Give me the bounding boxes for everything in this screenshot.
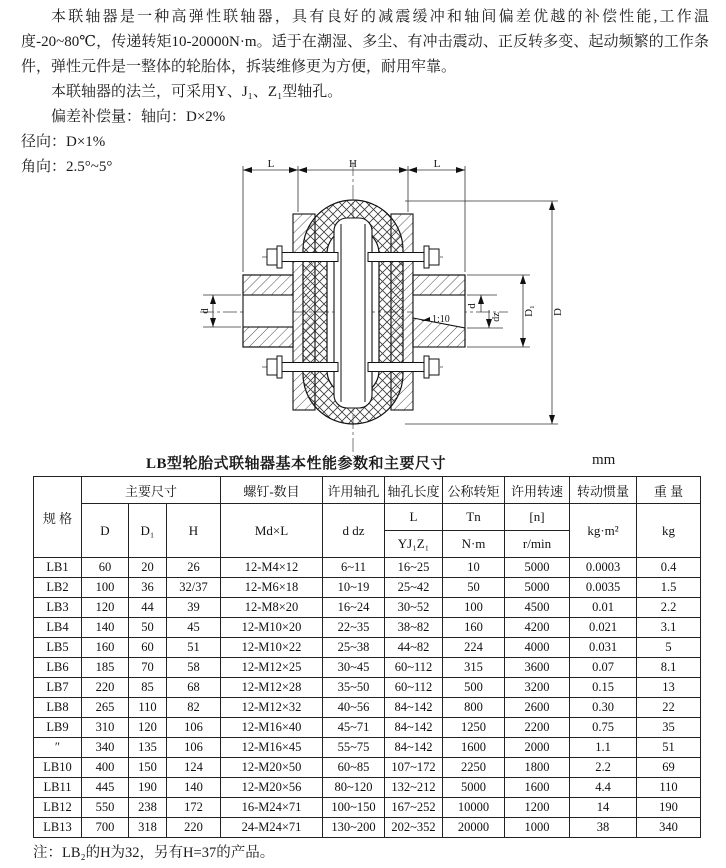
table-cell: 80~120	[323, 778, 385, 798]
table-cell: 172	[167, 798, 221, 818]
table-cell: 3600	[505, 658, 570, 678]
compensation-axial: 偏差补偿量：轴向：D×2%	[51, 109, 226, 125]
header-screws-spec: Md×L	[221, 504, 323, 558]
table-cell: 44~82	[385, 638, 443, 658]
table-cell: LB8	[34, 698, 82, 718]
table-cell: 10	[443, 558, 505, 578]
table-cell: 25~38	[323, 638, 385, 658]
table-cell: 60~112	[385, 658, 443, 678]
header-inertia-unit: kg·m²	[570, 504, 637, 558]
table-cell: LB5	[34, 638, 82, 658]
table-cell: 224	[443, 638, 505, 658]
table-cell: 185	[82, 658, 129, 678]
table-cell: 45	[167, 618, 221, 638]
table-cell: 0.021	[570, 618, 637, 638]
table-cell: 10~19	[323, 578, 385, 598]
table-cell: 12-M12×25	[221, 658, 323, 678]
table-cell: 100~150	[323, 798, 385, 818]
table-cell: 1800	[505, 758, 570, 778]
table-cell: 4200	[505, 618, 570, 638]
table-cell: 35~50	[323, 678, 385, 698]
table-cell: 107~172	[385, 758, 443, 778]
table-cell: 6~11	[323, 558, 385, 578]
table-row	[34, 558, 701, 578]
table-cell: 1.5	[637, 578, 701, 598]
table-cell: 1600	[443, 738, 505, 758]
table-cell: 82	[167, 698, 221, 718]
table-row	[34, 778, 701, 798]
table-cell: 16-M24×71	[221, 798, 323, 818]
table-cell: 150	[129, 758, 167, 778]
table-cell: 30~45	[323, 658, 385, 678]
coupling-diagram-svg	[0, 160, 726, 458]
table-cell: 14	[570, 798, 637, 818]
header-bore-length-types: YJ₁Z₁	[385, 531, 443, 558]
header-torque-sym: Tn	[443, 504, 505, 531]
intro-section	[21, 5, 709, 180]
table-cell: 10000	[443, 798, 505, 818]
table-cell: LB7	[34, 678, 82, 698]
table-cell: 32/37	[167, 578, 221, 598]
table-cell: 132~212	[385, 778, 443, 798]
table-cell: 100	[82, 578, 129, 598]
table-cell: 310	[82, 718, 129, 738]
table-row	[34, 578, 701, 598]
table-cell: LB6	[34, 658, 82, 678]
table-cell: 106	[167, 738, 221, 758]
table-cell: 340	[82, 738, 129, 758]
header-main-dims: 主要尺寸	[82, 477, 221, 504]
table-cell: 1600	[505, 778, 570, 798]
table-cell: 5000	[505, 558, 570, 578]
table-cell: 5000	[505, 578, 570, 598]
taper-label: 1:10	[432, 314, 450, 325]
table-cell: LB11	[34, 778, 82, 798]
table-cell: 12-M12×32	[221, 698, 323, 718]
table-cell: 35	[637, 718, 701, 738]
table-cell: 12-M10×20	[221, 618, 323, 638]
table-cell: 160	[82, 638, 129, 658]
dim-label-L-left: L	[267, 160, 275, 170]
table-cell: 550	[82, 798, 129, 818]
table-caption	[0, 452, 726, 474]
table-cell: 2250	[443, 758, 505, 778]
table-cell: 318	[129, 818, 167, 838]
header-col-D1: D₁	[129, 504, 167, 558]
right-flange-plate	[391, 214, 413, 410]
table-cell: 58	[167, 658, 221, 678]
left-shaft	[243, 275, 293, 347]
table-row	[34, 798, 701, 818]
table-cell: 68	[167, 678, 221, 698]
table-cell: LB12	[34, 798, 82, 818]
table-cell: 16~25	[385, 558, 443, 578]
table-row	[34, 698, 701, 718]
table-row	[34, 638, 701, 658]
table-cell: 22~35	[323, 618, 385, 638]
header-weight: 重 量	[637, 477, 701, 504]
table-row	[34, 598, 701, 618]
table-cell: 265	[82, 698, 129, 718]
table-cell: 85	[129, 678, 167, 698]
table-cell: 30~52	[385, 598, 443, 618]
table-cell: LB9	[34, 718, 82, 738]
table-cell: 445	[82, 778, 129, 798]
table-cell: 4500	[505, 598, 570, 618]
dim-label-L-right: L	[433, 160, 441, 170]
intro-paragraph-1: 本联轴器是一种高弹性联轴器，具有良好的减震缓冲和轴间偏差优越的补偿性能,工作温度-20~80℃，传递转矩10-20000N·m。适于在潮湿、多尘、有冲击震动、正反转多变、起动频繁的工作条件，弹性元件是一整体的轮胎体，拆装维修更为方便，耐用牢靠。	[21, 9, 709, 75]
table-cell: 120	[129, 718, 167, 738]
table-cell: LB3	[34, 598, 82, 618]
header-screws: 螺钉-数目	[221, 477, 323, 504]
table-cell: 22	[637, 698, 701, 718]
table-cell: LB10	[34, 758, 82, 778]
table-cell: 0.0003	[570, 558, 637, 578]
table-cell: 110	[637, 778, 701, 798]
table-cell: 160	[443, 618, 505, 638]
table-cell: 220	[82, 678, 129, 698]
dim-label-d-right: d	[466, 303, 478, 309]
table-cell: 700	[82, 818, 129, 838]
table-title: LB型轮胎式联轴器基本性能参数和主要尺寸	[146, 456, 447, 472]
table-cell: 12-M6×18	[221, 578, 323, 598]
table-cell: 26	[167, 558, 221, 578]
table-cell: 220	[167, 818, 221, 838]
header-col-D: D	[82, 504, 129, 558]
table-cell: 51	[167, 638, 221, 658]
intro-paragraph-2: 本联轴器的法兰，可采用Y、J₁、Z₁型轴孔。	[51, 84, 343, 100]
footnote: 注：LB₂的H为32，另有H=37的产品。	[33, 845, 275, 861]
hub-sleeve	[334, 218, 372, 408]
header-spec: 规 格	[34, 477, 82, 558]
table-row	[34, 678, 701, 698]
table-cell: 0.0035	[570, 578, 637, 598]
table-cell: 238	[129, 798, 167, 818]
table-cell: 69	[637, 758, 701, 778]
table-cell: 45~71	[323, 718, 385, 738]
header-torque-unit: N·m	[443, 531, 505, 558]
table-cell: 140	[167, 778, 221, 798]
table-cell: 106	[167, 718, 221, 738]
table-cell: 12-M20×50	[221, 758, 323, 778]
table-cell: 0.4	[637, 558, 701, 578]
left-flange-plate	[293, 214, 315, 410]
table-cell: 12-M16×40	[221, 718, 323, 738]
dim-label-D1: D₁	[523, 305, 535, 317]
table-cell: 2.2	[637, 598, 701, 618]
compensation-angular: 角向：2.5°~5°	[21, 159, 113, 175]
table-cell: 50	[129, 618, 167, 638]
header-bores: 许用轴孔	[323, 477, 385, 504]
table-cell: 5000	[443, 778, 505, 798]
table-row	[34, 738, 701, 758]
table-cell: 2.2	[570, 758, 637, 778]
table-cell: 16~24	[323, 598, 385, 618]
table-cell: 44	[129, 598, 167, 618]
table-cell: 1250	[443, 718, 505, 738]
table-cell: 12-M10×22	[221, 638, 323, 658]
table-unit: mm	[592, 452, 616, 468]
table-cell: 1200	[505, 798, 570, 818]
table-cell: 0.15	[570, 678, 637, 698]
table-cell: 500	[443, 678, 505, 698]
dim-label-d-left: d	[199, 308, 211, 314]
table-row	[34, 758, 701, 778]
table-cell: 4.4	[570, 778, 637, 798]
table-cell: 800	[443, 698, 505, 718]
table-cell: 38	[570, 818, 637, 838]
table-cell: 60~85	[323, 758, 385, 778]
header-speed: 许用转速	[505, 477, 570, 504]
table-cell: 51	[637, 738, 701, 758]
parameters-table	[33, 476, 701, 838]
table-cell: 12-M4×12	[221, 558, 323, 578]
table-cell: LB13	[34, 818, 82, 838]
table-cell: 38~82	[385, 618, 443, 638]
table-cell: 0.031	[570, 638, 637, 658]
table-cell: LB2	[34, 578, 82, 598]
table-cell: ″	[34, 738, 82, 758]
table-cell: 5	[637, 638, 701, 658]
table-cell: 60	[82, 558, 129, 578]
table-cell: 2000	[505, 738, 570, 758]
header-speed-unit: r/min	[505, 531, 570, 558]
table-cell: 40~56	[323, 698, 385, 718]
table-cell: 3.1	[637, 618, 701, 638]
table-cell: 0.75	[570, 718, 637, 738]
table-cell: LB4	[34, 618, 82, 638]
table-cell: 12-M16×45	[221, 738, 323, 758]
table-cell: 12-M12×28	[221, 678, 323, 698]
table-cell: 167~252	[385, 798, 443, 818]
table-row	[34, 658, 701, 678]
table-cell: 55~75	[323, 738, 385, 758]
table-row	[34, 818, 701, 838]
table-cell: 20	[129, 558, 167, 578]
right-shaft	[413, 275, 465, 347]
table-cell: 12-M20×56	[221, 778, 323, 798]
header-weight-unit: kg	[637, 504, 701, 558]
table-cell: 36	[129, 578, 167, 598]
table-cell: 84~142	[385, 738, 443, 758]
compensation-radial: 径向：D×1%	[21, 134, 106, 150]
table-cell: 13	[637, 678, 701, 698]
table-cell: 20000	[443, 818, 505, 838]
header-speed-sym: [n]	[505, 504, 570, 531]
table-cell: 39	[167, 598, 221, 618]
header-inertia: 转动惯量	[570, 477, 637, 504]
table-body	[34, 558, 701, 838]
table-cell: 70	[129, 658, 167, 678]
dim-label-H: H	[349, 160, 357, 170]
table-cell: 340	[637, 818, 701, 838]
table-header	[34, 477, 701, 558]
table-cell: 135	[129, 738, 167, 758]
table-cell: 1000	[505, 818, 570, 838]
table-cell: 60~112	[385, 678, 443, 698]
header-bores-spec: d dz	[323, 504, 385, 558]
table-cell: 140	[82, 618, 129, 638]
table-cell: 120	[82, 598, 129, 618]
header-bore-length-sym: L	[385, 504, 443, 531]
table-cell: 202~352	[385, 818, 443, 838]
table-cell: 8.1	[637, 658, 701, 678]
table-row	[34, 718, 701, 738]
table-cell: 3200	[505, 678, 570, 698]
table-cell: 315	[443, 658, 505, 678]
table-cell: 400	[82, 758, 129, 778]
table-cell: 84~142	[385, 718, 443, 738]
dim-label-D: D	[552, 308, 564, 316]
table-cell: 84~142	[385, 698, 443, 718]
table-cell: 0.30	[570, 698, 637, 718]
header-bore-length: 轴孔长度	[385, 477, 443, 504]
table-cell: 2600	[505, 698, 570, 718]
table-row	[34, 618, 701, 638]
table-cell: 190	[637, 798, 701, 818]
table-cell: 2200	[505, 718, 570, 738]
table-cell: 25~42	[385, 578, 443, 598]
table-cell: 190	[129, 778, 167, 798]
coupling-section-drawing	[0, 160, 726, 458]
table-cell: 4000	[505, 638, 570, 658]
table-cell: 1.1	[570, 738, 637, 758]
header-col-H: H	[167, 504, 221, 558]
header-torque: 公称转矩	[443, 477, 505, 504]
table-cell: 50	[443, 578, 505, 598]
table-cell: 0.07	[570, 658, 637, 678]
table-cell: 100	[443, 598, 505, 618]
table-cell: 130~200	[323, 818, 385, 838]
table-cell: LB1	[34, 558, 82, 578]
dim-label-dz: dz	[491, 312, 502, 322]
table-cell: 24-M24×71	[221, 818, 323, 838]
table-cell: 12-M8×20	[221, 598, 323, 618]
table-cell: 0.01	[570, 598, 637, 618]
table-cell: 110	[129, 698, 167, 718]
table-cell: 60	[129, 638, 167, 658]
table-cell: 124	[167, 758, 221, 778]
